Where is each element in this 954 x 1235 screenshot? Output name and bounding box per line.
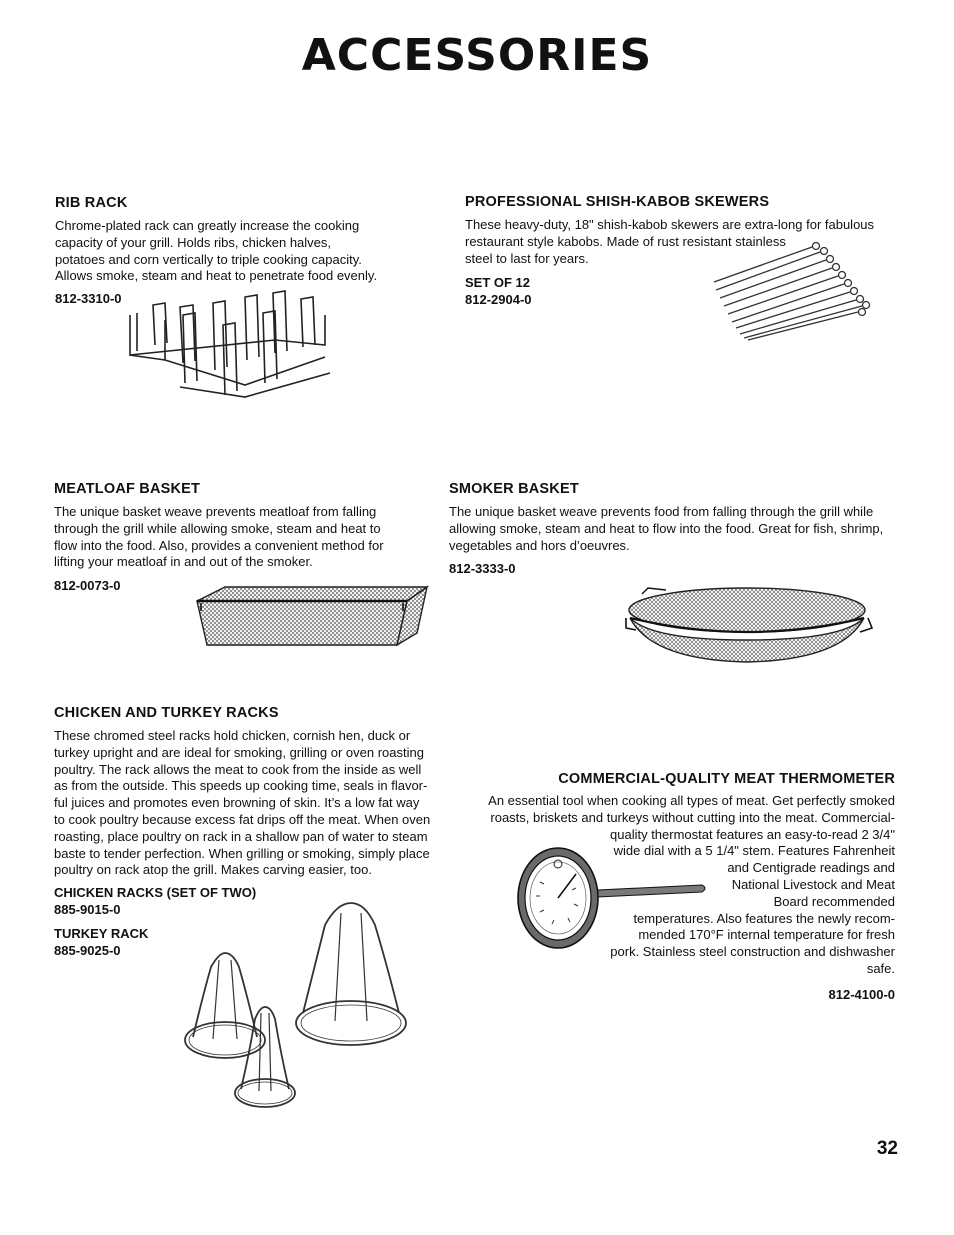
rib-rack-heading: RIB RACK xyxy=(55,195,128,211)
thermometer-line-2: roasts, briskets and turkeys without cutting into the meat. Commercial- xyxy=(490,809,895,825)
poultry-heading: CHICKEN AND TURKEY RACKS xyxy=(54,705,279,721)
thermometer-heading: COMMERCIAL-QUALITY MEAT THERMOMETER xyxy=(558,771,895,787)
thermometer-line-4: wide dial with a 5 1/4" stem. Features Fahrenheit xyxy=(613,843,895,859)
poultry-description xyxy=(54,728,444,879)
rib-rack-line-2: capacity of your grill. Holds ribs, chicken halves, xyxy=(55,234,332,250)
turkey-rack-sku: 885-9025-0 xyxy=(54,943,121,958)
poultry-line-6: to cook poultry because excess fat drips off the meat. When oven xyxy=(54,811,431,827)
turkey-rack-label: TURKEY RACK xyxy=(54,926,149,941)
poultry-line-3: poultry. The rack allows the meat to cook from the inside as well xyxy=(54,761,422,777)
thermometer-line-10: pork. Stainless steel construction and dishwasher xyxy=(610,944,895,960)
thermometer-line-9: mended 170°F internal temperature for fresh xyxy=(638,927,895,943)
meatloaf-heading: MEATLOAF BASKET xyxy=(54,481,201,497)
meatloaf-description xyxy=(54,504,434,571)
poultry-line-1: These chromed steel racks hold chicken, cornish hen, duck or xyxy=(54,728,411,743)
thermometer-line-11: safe. xyxy=(866,960,895,976)
thermometer-line-6: National Livestock and Meat xyxy=(731,876,895,892)
meatloaf-section xyxy=(54,481,434,571)
rib-rack-line-3: potatoes and corn vertically to triple cooking capacity. xyxy=(55,251,362,267)
skewers-set-label: SET OF 12 xyxy=(465,275,531,290)
meatloaf-line-1: The unique basket weave prevents meatloaf from falling xyxy=(54,504,377,519)
smoker-description xyxy=(449,504,909,554)
poultry-line-4: as from the outside. This speeds up cooking time, seals in flavor- xyxy=(54,778,428,794)
thermometer-line-7: Board recommended xyxy=(773,893,895,909)
chicken-racks-label: CHICKEN RACKS (SET OF TWO) xyxy=(54,885,257,900)
smoker-line-3: vegetables and hors d’oeuvres. xyxy=(449,537,630,553)
meatloaf-sku: 812-0073-0 xyxy=(54,578,121,593)
page-title: ACCESSORIES xyxy=(301,30,653,81)
chicken-racks-sku: 885-9015-0 xyxy=(54,902,121,917)
poultry-line-9: poultry on rack atop the grill. Makes carving easier, too. xyxy=(54,862,372,878)
meatloaf-line-2: through the grill while allowing smoke, steam and heat to xyxy=(54,520,381,536)
skewers-heading: PROFESSIONAL SHISH-KABOB SKEWERS xyxy=(465,194,770,210)
rib-rack-description xyxy=(55,218,415,285)
poultry-line-7: roasting, place poultry on rack in a shallow pan of water to steam xyxy=(54,828,428,844)
page-number: 32 xyxy=(876,1138,898,1159)
thermometer-section xyxy=(460,771,895,787)
poultry-line-8: baste to tender perfection. When grilling or smoking, simply place xyxy=(54,845,430,861)
meatloaf-line-4: lifting your meatloaf in and out of the smoker. xyxy=(54,554,313,570)
smoker-sku: 812-3333-0 xyxy=(449,561,516,576)
smoker-line-2: allowing smoke, steam and heat to flow into the food. Great for fish, shrimp, xyxy=(449,520,884,536)
thermometer-image xyxy=(512,842,712,957)
meatloaf-basket-image xyxy=(195,583,435,653)
poultry-line-2: turkey upright and are ideal for smoking, grilling or oven roasting xyxy=(54,744,424,760)
thermometer-line-8: temperatures. Also features the newly recom- xyxy=(633,910,895,926)
poultry-line-5: ful juices and promotes even browning of skin. It’s a low fat way xyxy=(54,795,420,811)
rib-rack-image xyxy=(125,285,335,400)
smoker-basket-image xyxy=(622,584,877,666)
rib-rack-line-1: Chrome-plated rack can greatly increase the cooking xyxy=(55,218,360,233)
skewers-line-3: steel to last for years. xyxy=(465,250,589,266)
poultry-section xyxy=(54,705,444,879)
rib-rack-sku: 812-3310-0 xyxy=(55,291,122,306)
skewers-line-2: restaurant style kabobs. Made of rust resistant stainless xyxy=(465,233,786,249)
rib-rack-section xyxy=(55,195,415,285)
thermometer-line-5: and Centigrade readings and xyxy=(727,860,895,876)
smoker-line-1: The unique basket weave prevents food from falling through the grill while xyxy=(449,504,874,519)
smoker-section xyxy=(449,481,909,554)
skewers-line-1: These heavy-duty, 18" shish-kabob skewers are extra-long for fabulous xyxy=(465,217,875,232)
thermometer-line-1: An essential tool when cooking all types of meat. Get perfectly smoked xyxy=(488,793,895,808)
rib-rack-line-4: Allows smoke, steam and heat to penetrate food evenly. xyxy=(55,268,378,284)
smoker-heading: SMOKER BASKET xyxy=(449,481,579,497)
skewers-image xyxy=(712,242,872,342)
meatloaf-line-3: flow into the food. Also, provides a convenient method for xyxy=(54,537,384,553)
thermometer-line-3: quality thermostat features an easy-to-read 2 3/4" xyxy=(610,826,895,842)
skewers-sku: 812-2904-0 xyxy=(465,292,532,307)
poultry-racks-image xyxy=(175,895,420,1125)
thermometer-sku: 812-4100-0 xyxy=(828,987,895,1002)
